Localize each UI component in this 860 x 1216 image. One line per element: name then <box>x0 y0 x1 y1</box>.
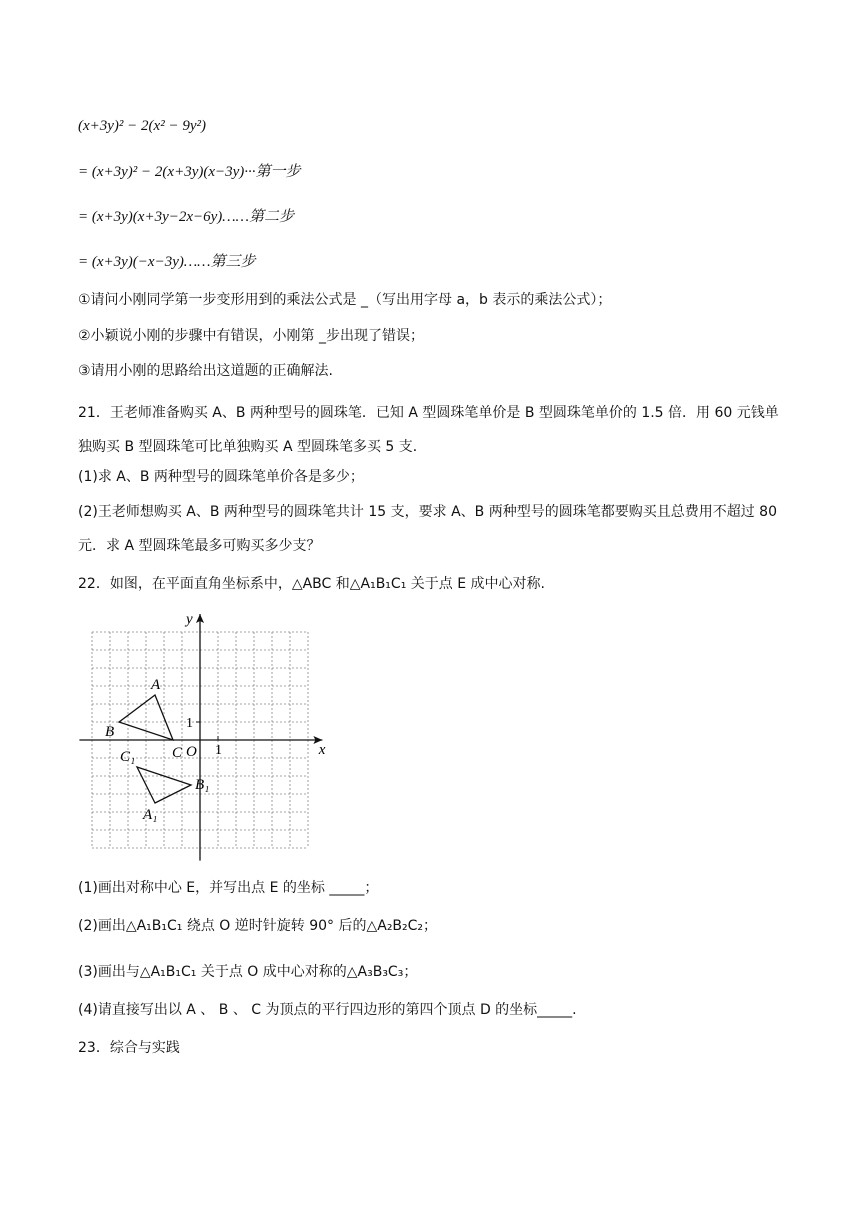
point-label-a: A <box>151 677 161 693</box>
x-tick-label: 1 <box>215 743 222 758</box>
q22-part-2: (2)画出△A₁B₁C₁ 绕点 O 逆时针旋转 90° 后的△A₂B₂C₂； <box>78 918 438 934</box>
figure-labels <box>105 612 326 823</box>
q22-part-1: (1)画出对称中心 E，并写出点 E 的坐标 _____； <box>78 880 379 896</box>
q22-part-4: (4)请直接写出以 A 、 B 、 C 为顶点的平行四边形的第四个顶点 D 的坐标_____. <box>78 1002 577 1018</box>
x-axis-label: x <box>318 742 326 758</box>
point-label-c: C <box>172 745 183 761</box>
origin-label: O <box>186 744 197 760</box>
derivation-line-0: (x+3y)² − 2(x² − 9y²) <box>78 118 206 134</box>
q22-stem: 22．如图，在平面直角坐标系中，△ABC 和△A₁B₁C₁ 关于点 E 成中心对称. <box>78 576 545 592</box>
point-label-a1: A₁ <box>143 807 158 823</box>
point-label-c1: C₁ <box>120 749 136 765</box>
q20-item-3: ③请用小刚的思路给出这道题的正确解法. <box>78 363 333 379</box>
derivation-line-3: = (x+3y)(−x−3y)……第三步 <box>78 254 256 270</box>
y-tick-label: 1 <box>186 716 193 731</box>
q22-part-3: (3)画出与△A₁B₁C₁ 关于点 O 成中心对称的△A₃B₃C₃； <box>78 964 418 980</box>
axes <box>79 611 322 861</box>
y-axis-label: y <box>186 611 193 628</box>
q21-part-2: (2)王老师想购买 A、B 两种型号的圆珠笔共计 15 支，要求 A、B 两种型号的圆珠笔都要购买且总费用不超过 80 元．求 A 型圆珠笔最多可购买多少支？ <box>78 504 777 554</box>
coordinate-figure <box>78 602 338 872</box>
q21-part-1: (1)求 A、B 两种型号的圆珠笔单价各是多少； <box>78 469 364 485</box>
point-label-b1: B₁ <box>195 777 210 793</box>
derivation-line-2: = (x+3y)(x+3y−2x−6y)……第二步 <box>78 209 294 225</box>
q21-stem: 21．王老师准备购买 A、B 两种型号的圆珠笔．已知 A 型圆珠笔单价是 B 型圆珠笔单价的 1.5 倍．用 60 元钱单独购买 B 型圆珠笔可比单独购买 A 型圆珠笔多买 5 支． <box>78 405 779 455</box>
point-label-b: B <box>105 724 115 740</box>
derivation-line-1: = (x+3y)² − 2(x+3y)(x−3y)···第一步 <box>78 164 301 180</box>
q20-item-1: ①请问小刚同学第一步变形用到的乘法公式是 _（写出用字母 a，b 表示的乘法公式）； <box>78 292 612 308</box>
q23-stem: 23．综合与实践 <box>78 1040 180 1056</box>
q20-item-2: ②小颖说小刚的步骤中有错误，小刚第 _步出现了错误； <box>78 328 424 344</box>
